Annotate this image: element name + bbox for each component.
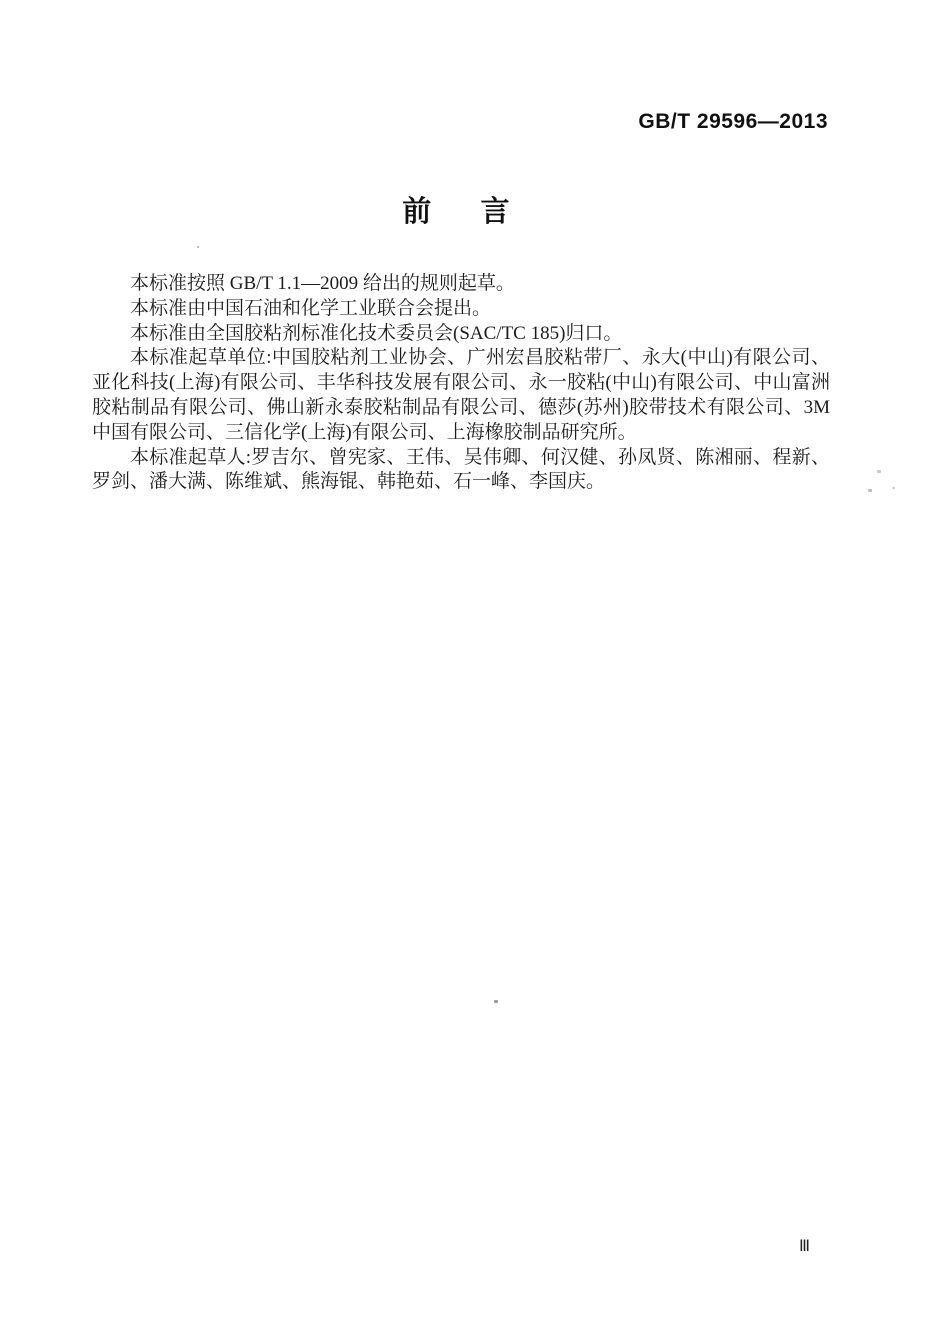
foreword-paragraph-drafters: 本标准起草人:罗吉尔、曾宪家、王伟、吴伟卿、何汉健、孙凤贤、陈湘丽、程新、罗剑、潘大满、陈维斌、熊海锟、韩艳茹、石一峰、李国庆。: [92, 446, 830, 493]
standard-number: GB/T 29596—2013: [638, 110, 828, 133]
scan-speck: [868, 489, 872, 492]
foreword-body: [92, 272, 830, 495]
scan-speck: [877, 470, 881, 473]
scan-speck: [494, 1000, 498, 1003]
foreword-paragraph-drafting-organizations: 本标准起草单位:中国胶粘剂工业协会、广州宏昌胶粘带厂、永大(中山)有限公司、亚化科技(上海)有限公司、丰华科技发展有限公司、永一胶粘(中山)有限公司、中山富洲胶粘制品有限公司、佛山新永泰胶粘制品有限公司、德莎(苏州)胶带技术有限公司、3M 中国有限公司、三信化学(上海)有限公司、上海橡胶制品研究所。: [92, 347, 830, 443]
page-number: Ⅲ: [799, 1238, 811, 1255]
foreword-paragraph-proposed-by: 本标准由中国石油和化学工业联合会提出。: [130, 297, 492, 319]
scan-speck: [892, 487, 895, 489]
foreword-paragraph-centralized-by: 本标准由全国胶粘剂标准化技术委员会(SAC/TC 185)归口。: [130, 322, 623, 344]
foreword-paragraph-drafting-rules: 本标准按照 GB/T 1.1—2009 给出的规则起草。: [130, 273, 515, 294]
scan-speck: [197, 246, 199, 248]
foreword-title: 前言: [402, 196, 559, 228]
